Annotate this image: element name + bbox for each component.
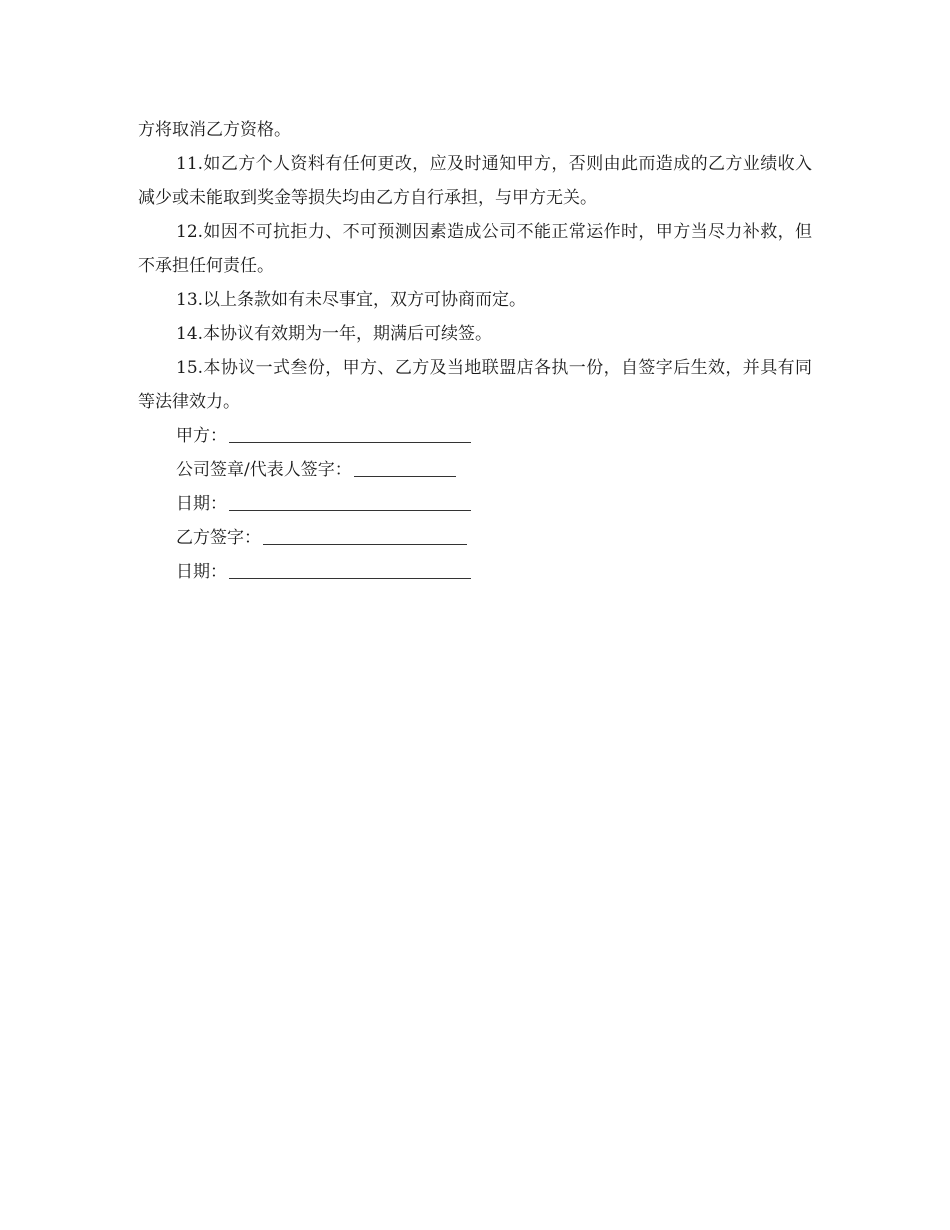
signature-company-seal-blank[interactable]: [354, 456, 456, 477]
signature-date-a: [138, 487, 812, 521]
signature-party-a-label: 甲方：: [176, 426, 227, 446]
clause-15: 15.本协议一式叁份，甲方、乙方及当地联盟店各执一份，自签字后生效，并具有同等法律效力。: [138, 358, 812, 412]
signature-party-b-blank[interactable]: [263, 524, 467, 545]
clause-14: 14.本协议有效期为一年，期满后可续签。: [176, 324, 493, 344]
signature-date-b: [138, 555, 812, 589]
signature-party-b: [138, 521, 812, 555]
signature-party-a-blank[interactable]: [229, 422, 471, 443]
signature-date-a-label: 日期：: [176, 494, 227, 514]
signature-date-b-label: 日期：: [176, 562, 227, 582]
clause-12: 12.如因不可抗拒力、不可预测因素造成公司不能正常运作时，甲方当尽力补救，但不承担任何责任。: [138, 222, 812, 276]
clause-13: 13.以上条款如有未尽事宜，双方可协商而定。: [176, 290, 527, 310]
signature-party-a: [138, 419, 812, 453]
signature-date-b-blank[interactable]: [229, 558, 471, 579]
clause-11: 11.如乙方个人资料有任何更改，应及时通知甲方，否则由此而造成的乙方业绩收入减少或未能取到奖金等损失均由乙方自行承担，与甲方无关。: [138, 154, 812, 208]
document-page: [138, 113, 812, 589]
paragraph-continuation: 方将取消乙方资格。: [138, 120, 291, 140]
signature-company-seal: [138, 453, 812, 487]
signature-date-a-blank[interactable]: [229, 490, 471, 511]
signature-party-b-label: 乙方签字：: [176, 528, 261, 548]
signature-company-seal-label: 公司签章/代表人签字：: [176, 460, 352, 480]
